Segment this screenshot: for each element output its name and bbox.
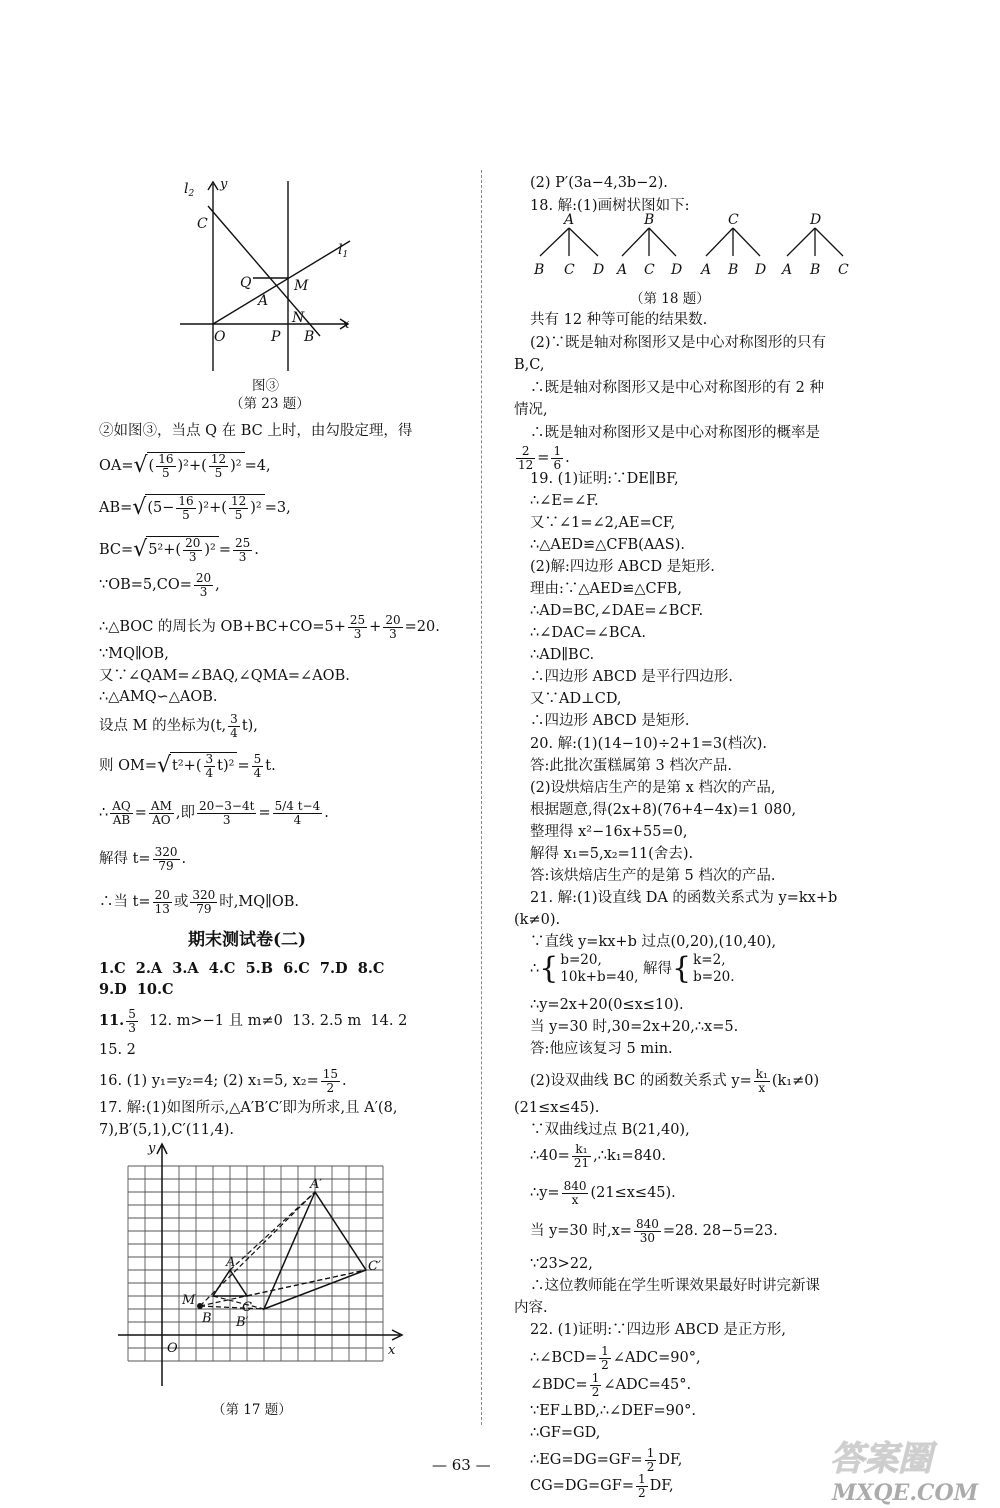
tree-root-B: B bbox=[644, 212, 655, 228]
oa-equation: OA=√( $\frac{16}{5}$ )²+( $\frac{12}{5}$ )² =4, bbox=[99, 452, 271, 480]
tree-leaf: D bbox=[755, 262, 767, 278]
q19-line: ∴四边形 ABCD 是矩形. bbox=[530, 713, 690, 729]
tree-leaf: D bbox=[593, 262, 605, 278]
fig17-label-Ap: A′ bbox=[310, 1177, 323, 1192]
q18-line-6: ∴既是轴对称图形又是中心对称图形的有 2 种 bbox=[530, 380, 824, 396]
figure-17-number: （第 17 题） bbox=[212, 1402, 292, 1418]
q20-line: 答:此批次蛋糕属第 3 档次产品. bbox=[530, 758, 732, 774]
answers-row-2: 9.D 10.C bbox=[99, 981, 174, 998]
q21-system: ∴{ b=20, 10k+b=40, 解得{ k=2, b=20. bbox=[530, 950, 735, 986]
q21-line-k: ∴y= $\frac{840}{x}$ (21≤x≤45). bbox=[530, 1179, 676, 1207]
q20-line: 解得 x₁=5,x₂=11(舍去). bbox=[530, 846, 694, 862]
probability: $\frac{2}{12}$ = $\frac{1}{6}$ . bbox=[518, 444, 570, 472]
tree-leaf: A bbox=[701, 262, 712, 278]
q21-line-h: (21≤x≤45). bbox=[514, 1100, 600, 1116]
q22-line-g: CG=DG=GF= $\frac{1}{2}$ DF, bbox=[530, 1472, 674, 1500]
fig17-label-A: A bbox=[226, 1255, 236, 1270]
ratio-equation: ∴ $\frac{AQ}{AB}$ = $\frac{AM}{AO}$ ,即 $\frac{20-3-4t}{3}$ = $\frac{5/4 t-4}{4}$ . bbox=[99, 799, 329, 827]
q21-line-o: 内容. bbox=[514, 1300, 548, 1316]
q18-line-4: (2)∵既是轴对称图形又是中心对称图形的只有 bbox=[530, 335, 827, 351]
fig23-label-l1: $l_1$ bbox=[338, 242, 349, 260]
q21-line-e: 当 y=30 时,30=2x+20,∴x=5. bbox=[530, 1019, 739, 1035]
conclusion-23: ∴当 t= $\frac{20}{13}$ 或 $\frac{320}{79}$ 时,MQ∥OB. bbox=[99, 888, 299, 916]
figure-18-number: （第 18 题） bbox=[630, 291, 710, 307]
q18-line-3: 共有 12 种等可能的结果数. bbox=[530, 312, 708, 328]
tree-leaf: C bbox=[838, 262, 849, 278]
q19-line: ∴△AED≌△CFB(AAS). bbox=[530, 537, 685, 553]
q21-line-g: (2)设双曲线 BC 的函数关系式 y= $\frac{\text{k₁}}{x}$ (k₁≠0) bbox=[530, 1067, 820, 1095]
q21-line-c: ∵直线 y=kx+b 过点(0,20),(10,40), bbox=[530, 934, 777, 950]
fig23-label-C: C bbox=[197, 216, 208, 232]
fig17-label-M: M bbox=[182, 1293, 196, 1308]
answers-row-3: 11. $\frac{5}{3}$ 12. m>−1 且 m≠0 13. 2.5 m 14. 2 bbox=[99, 1007, 408, 1035]
q22-line-d: ∵EF⊥BD,∴∠DEF=90°. bbox=[530, 1403, 696, 1419]
fig17-label-x: x bbox=[388, 1343, 396, 1358]
q20-line: 答:该烘焙店生产的是第 5 档次的产品. bbox=[530, 868, 776, 884]
fig17-label-C: C bbox=[242, 1300, 252, 1315]
q21-line-j: ∴40= $\frac{\text{k₁}}{21}$ ,∴k₁=840. bbox=[530, 1142, 666, 1170]
q19-line: 理由:∵△AED≌△CFB, bbox=[530, 581, 682, 597]
fig17-label-y: y bbox=[148, 1141, 156, 1156]
q21-line-i: ∵双曲线过点 B(21,40), bbox=[530, 1122, 690, 1138]
q22-line-b: ∴∠BCD= $\frac{1}{2}$ ∠ADC=90°, bbox=[530, 1344, 701, 1372]
fig17-label-B: B bbox=[202, 1311, 212, 1326]
fig23-label-Q: Q bbox=[240, 275, 252, 291]
q22-line-e: ∴GF=GD, bbox=[530, 1425, 601, 1441]
q20-line: (2)设烘焙店生产的是第 x 档次的产品, bbox=[530, 780, 776, 796]
q21-line-n: ∴这位教师能在学生听课效果最好时讲完新课 bbox=[530, 1278, 820, 1294]
om-equation: 则 OM=√t²+( $\frac{3}{4}$ t)² = $\frac{5}{4}$ t. bbox=[99, 752, 276, 780]
section-title: 期末测试卷(二) bbox=[188, 930, 307, 950]
fig23-label-M: M bbox=[294, 278, 309, 294]
watermark-logo bbox=[824, 1430, 994, 1506]
mq-parallel: ∵MQ∥OB, bbox=[99, 646, 169, 662]
q19-line: ∴∠DAC=∠BCA. bbox=[530, 625, 646, 641]
fig17-label-Bp: B′ bbox=[236, 1315, 249, 1330]
fig23-label-B: B bbox=[304, 329, 315, 345]
tree-leaf: B bbox=[810, 262, 821, 278]
answer-16: 16. (1) y₁=y₂=4; (2) x₁=5, x₂= $\frac{15}{2}$ . bbox=[99, 1067, 347, 1095]
figure-23-number: （第 23 题） bbox=[230, 396, 310, 412]
q18-line-8: ∴既是轴对称图形又是中心对称图形的概率是 bbox=[530, 425, 820, 441]
tree-root-D: D bbox=[810, 212, 822, 228]
q19-line: (2)解:四边形 ABCD 是矩形. bbox=[530, 559, 715, 575]
figure-17-diagram bbox=[118, 1136, 408, 1392]
q19-line: ∴四边形 ABCD 是平行四边形. bbox=[530, 669, 733, 685]
fig17-label-Cp: C′ bbox=[368, 1259, 381, 1274]
tree-root-C: C bbox=[728, 212, 739, 228]
tree-diagram bbox=[524, 212, 864, 292]
figure-23-diagram bbox=[170, 176, 360, 376]
fig23-label-x: x bbox=[342, 317, 350, 332]
q22-line-f: ∴EG=DG=GF= $\frac{1}{2}$ DF, bbox=[530, 1446, 683, 1474]
fig23-label-N: N bbox=[292, 310, 305, 326]
q21-line-d: ∴y=2x+20(0≤x≤10). bbox=[530, 997, 684, 1013]
tree-leaf: A bbox=[617, 262, 628, 278]
q19-line: 19. (1)证明:∵DE∥BF, bbox=[530, 471, 679, 487]
q21-line-m: ∵23>22, bbox=[530, 1256, 593, 1272]
answer-17-line1: 17. 解:(1)如图所示,△A′B′C′即为所求,且 A′(8, bbox=[99, 1100, 398, 1116]
q19-line: 又∵∠1=∠2,AE=CF, bbox=[530, 515, 676, 531]
tree-leaf: D bbox=[671, 262, 683, 278]
fig23-label-l2: $l_2$ bbox=[184, 181, 195, 199]
fig23-label-y: y bbox=[220, 177, 228, 192]
perimeter-line: ∴△BOC 的周长为 OB+BC+CO=5+ $\frac{25}{3}$ + $\frac{20}{3}$ =20. bbox=[99, 613, 440, 641]
fig23-label-P: P bbox=[271, 329, 281, 345]
q21-line-l: 当 y=30 时,x= $\frac{840}{30}$ =28. 28−5=23. bbox=[530, 1217, 778, 1245]
answer-17-line2: 7),B′(5,1),C′(11,4). bbox=[99, 1122, 235, 1138]
ob-co-line: ∵OB=5,CO= $\frac{20}{3}$ , bbox=[99, 571, 220, 599]
q21-line-f: 答:他应该复习 5 min. bbox=[530, 1041, 673, 1057]
fig17-label-O: O bbox=[167, 1341, 178, 1356]
q23-text: ②如图③，当点 Q 在 BC 上时，由勾股定理，得 bbox=[99, 423, 413, 439]
page-number: — 63 — bbox=[432, 1456, 491, 1474]
tree-root-A: A bbox=[564, 212, 575, 228]
bc-equation: BC=√5²+( $\frac{20}{3}$ )² = $\frac{25}{3}$ . bbox=[99, 536, 259, 564]
solve-t: 解得 t= $\frac{320}{79}$ . bbox=[99, 845, 187, 873]
coord-line: 设点 M 的坐标为(t, $\frac{3}{4}$ t), bbox=[99, 712, 258, 740]
q18-line-7: 情况, bbox=[514, 402, 548, 418]
tree-leaf: C bbox=[564, 262, 575, 278]
q20-line: 20. 解:(1)(14−10)÷2+1=3(档次). bbox=[530, 736, 768, 752]
ab-equation: AB=√(5− $\frac{16}{5}$ )²+( $\frac{12}{5}$ )² =3, bbox=[99, 494, 291, 522]
q20-line: 根据题意,得(2x+8)(76+4−4x)=1 080, bbox=[530, 802, 797, 818]
q19-line: ∴∠E=∠F. bbox=[530, 493, 599, 509]
q18-line-5: B,C, bbox=[514, 357, 545, 373]
p-prime-line: (2) P′(3a−4,3b−2). bbox=[530, 175, 668, 191]
q19-line: ∴AD∥BC. bbox=[530, 647, 595, 663]
q19-line: ∴AD=BC,∠DAE=∠BCF. bbox=[530, 603, 704, 619]
tree-leaf: A bbox=[782, 262, 793, 278]
q19-line: 又∵AD⊥CD, bbox=[530, 691, 622, 707]
svg-text:MXQE.COM: MXQE.COM bbox=[832, 1480, 979, 1506]
column-divider bbox=[481, 170, 482, 1425]
fig23-label-O: O bbox=[214, 329, 226, 345]
figure-23-caption: 图③ bbox=[252, 378, 279, 394]
svg-text:答案圈: 答案圈 bbox=[830, 1439, 932, 1479]
tree-leaf: C bbox=[644, 262, 655, 278]
q20-line: 整理得 x²−16x+55=0, bbox=[530, 824, 688, 840]
answer-15: 15. 2 bbox=[99, 1042, 136, 1058]
angle-line: 又∵∠QAM=∠BAQ,∠QMA=∠AOB. bbox=[99, 668, 350, 684]
answers-row-1: 1.C 2.A 3.A 4.C 5.B 6.C 7.D 8.C bbox=[99, 960, 385, 977]
q18-heading: 18. 解:(1)画树状图如下: bbox=[530, 198, 690, 214]
q21-line-b: (k≠0). bbox=[514, 912, 561, 928]
fig23-label-A: A bbox=[258, 293, 269, 309]
similar-line: ∴△AMQ∽△AOB. bbox=[99, 689, 218, 705]
tree-leaf: B bbox=[534, 262, 545, 278]
q21-line-a: 21. 解:(1)设直线 DA 的函数关系式为 y=kx+b bbox=[530, 890, 838, 906]
q22-line-c: ∠BDC= $\frac{1}{2}$ ∠ADC=45°. bbox=[530, 1371, 692, 1399]
tree-leaf: B bbox=[728, 262, 739, 278]
q22-line-a: 22. (1)证明:∵四边形 ABCD 是正方形, bbox=[530, 1322, 787, 1338]
